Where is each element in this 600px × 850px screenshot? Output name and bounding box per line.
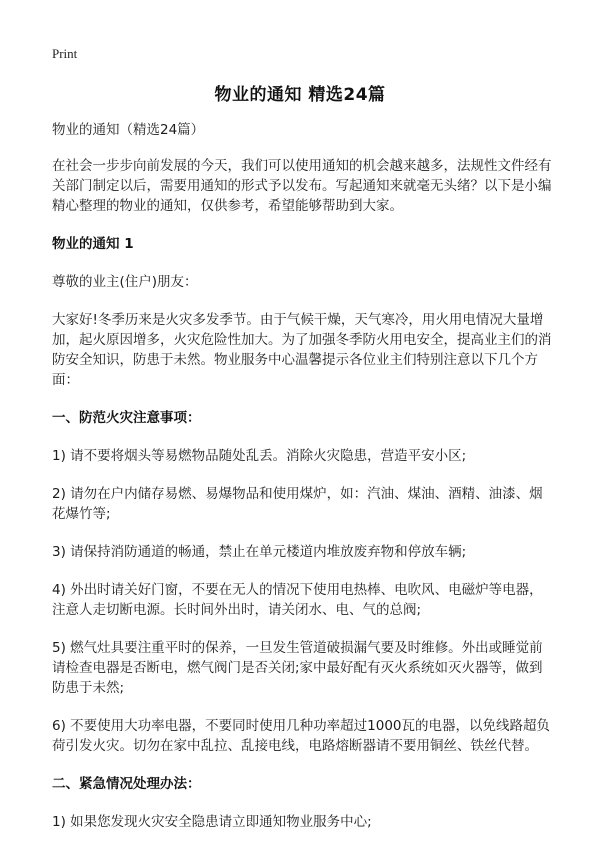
list-item: 5) 燃气灶具要注重平时的保养，一旦发生管道破损漏气要及时维修。外出或睡觉前请检查电器是否断电，燃气阀门是否关闭;家中最好配有灭火系统如灭火器等，做到防患于未然; xyxy=(52,640,543,696)
body-paragraph: 大家好!冬季历来是火灾多发季节。由于气候干燥，天气寒冷，用火用电情况大量增加，起火原因增多，火灾危险性加大。为了加强冬季防火用电安全，提高业主们的消防安全知识，防患于未然。物业服务中心温馨提示各位业主们特别注意以下几个方面： xyxy=(52,312,552,388)
document-body xyxy=(52,120,552,850)
page-title: 物业的通知 精选24篇 xyxy=(214,85,386,105)
intro-paragraph: 在社会一步步向前发展的今天，我们可以使用通知的机会越来越多，法规性文件经有关部门制定以后，需要用通知的形式予以发布。写起通知来就毫无头绪？以下是小编精心整理的物业的通知，仅供参考，希望能够帮助到大家。 xyxy=(52,158,552,214)
list-item: 1) 请不要将烟头等易燃物品随处乱丢。消除火灾隐患，营造平安小区; xyxy=(52,448,467,464)
section-heading-emergency: 二、紧急情况处理办法： xyxy=(52,776,201,792)
print-label[interactable]: Print xyxy=(52,46,78,61)
notice-heading: 物业的通知 1 xyxy=(52,236,134,252)
list-item: 2) 请勿在户内储存易燃、易爆物品和使用煤炉，如：汽油、煤油、酒精、油漆、烟花爆竹等; xyxy=(52,486,543,522)
list-item: 3) 请保持消防通道的畅通，禁止在单元楼道内堆放废弃物和停放车辆; xyxy=(52,544,467,560)
list-item: 1) 如果您发现火灾安全隐患请立即通知物业服务中心; xyxy=(52,814,372,830)
document-subtitle: 物业的通知（精选24篇） xyxy=(52,122,205,138)
salutation: 尊敬的业主(住户)朋友： xyxy=(52,274,198,290)
section-heading-fire-prevention: 一、防范火灾注意事项： xyxy=(52,410,201,426)
list-item: 6) 不要使用大功率电器，不要同时使用几种功率超过1000瓦的电器，以免线路超负荷引发火灾。切勿在家中乱拉、乱接电线，电路熔断器请不要用铜丝、铁丝代替。 xyxy=(52,718,551,754)
list-item: 4) 外出时请关好门窗，不要在无人的情况下使用电热棒、电吹风、电磁炉等电器，注意人走切断电源。长时间外出时，请关闭水、电、气的总阀; xyxy=(52,582,543,618)
